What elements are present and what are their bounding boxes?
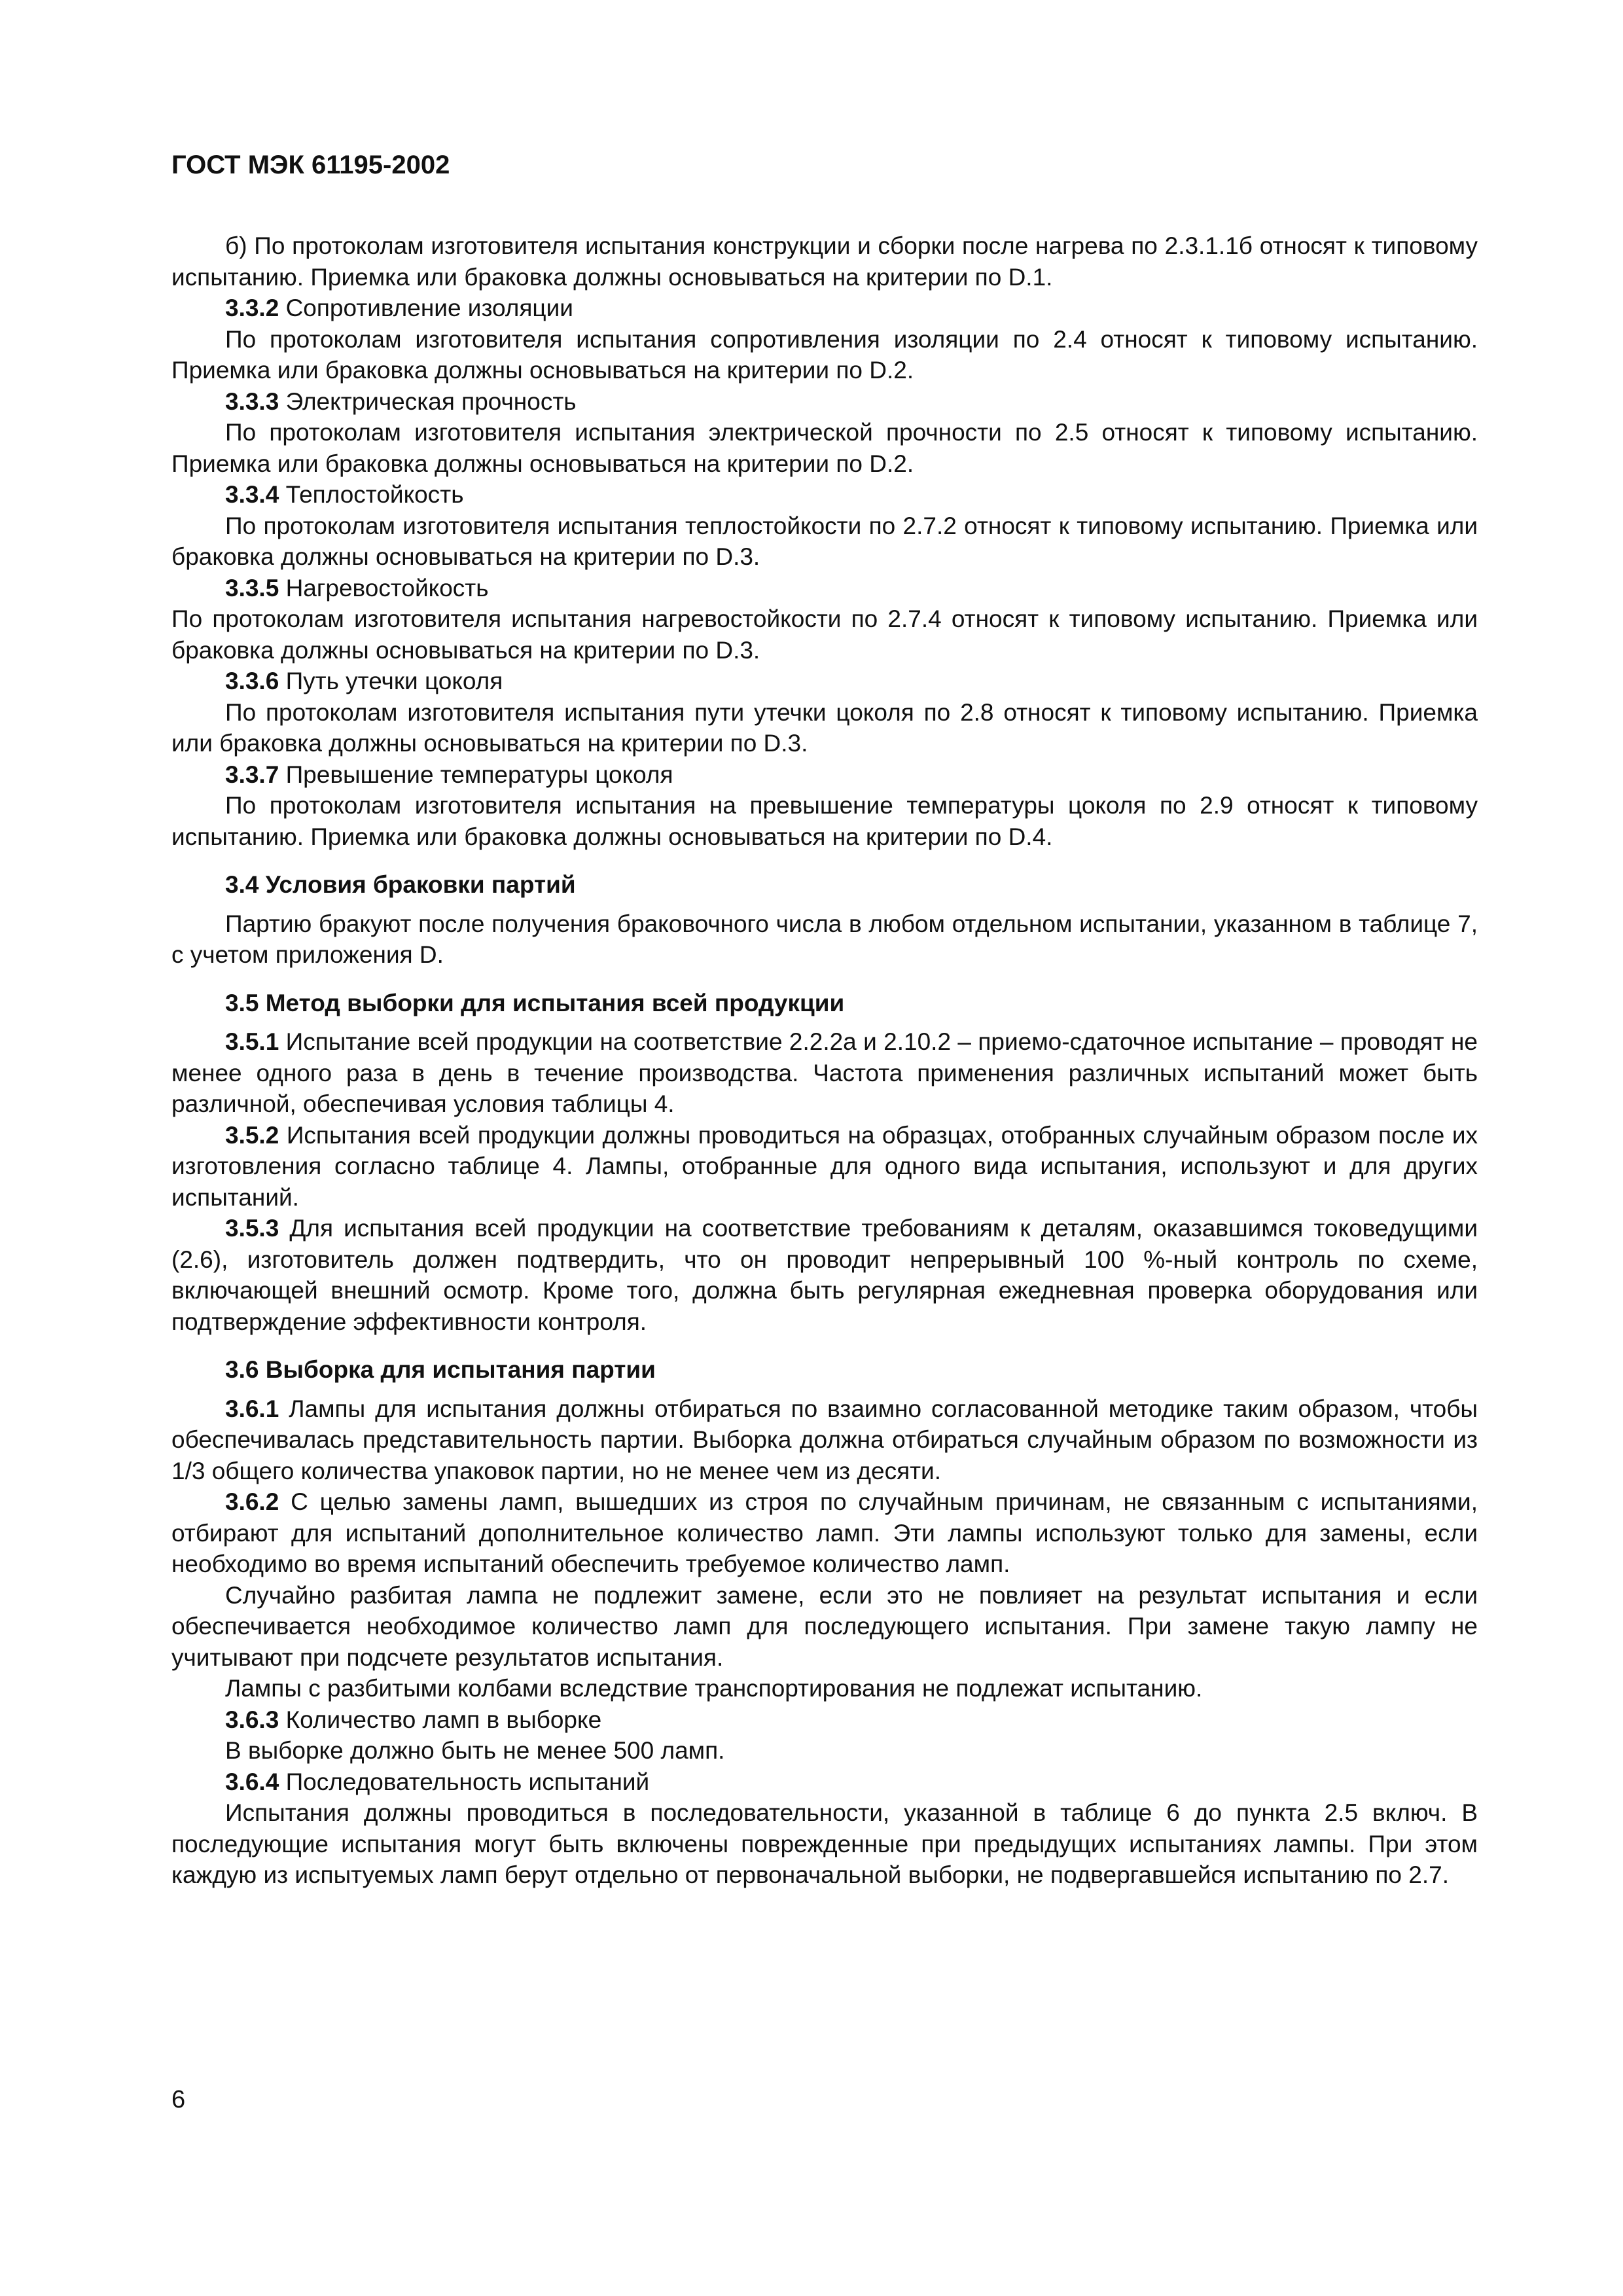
section-heading: 3.6 Выборка для испытания партии [225,1356,656,1383]
paragraph-text: Для испытания всей продукции на соответствие требованиям к деталям, оказавшимся токоведущими (2.6), изготовитель должен подтвердить, что он проводит непрерывный 100 %-ный контроль по схеме, включающей внешний осмотр. Кроме того, должна быть регулярная ежедневная проверка оборудования или подтверждение эффективности контроля. [171,1215,1478,1335]
paragraph-text: Испытание всей продукции на соответствие 2.2.2а и 2.10.2 – приемо-сдаточное испытание – проводят не менее одного раза в день в течение производства. Частота применения различных испытаний может быть различной, обеспечивая условия таблицы 4. [171,1028,1478,1117]
paragraph [171,1213,1478,1337]
paragraph [171,666,1478,697]
paragraph-text: Теплостойкость [279,481,464,508]
paragraph [171,697,1478,759]
page-number: 6 [171,2086,186,2113]
paragraph [171,386,1478,418]
paragraph [171,1393,1478,1487]
paragraph-text: В выборке должно быть не менее 500 ламп. [225,1737,725,1764]
paragraph-text: Испытания всей продукции должны проводиться на образцах, отобранных случайным образом после их изготовления согласно таблице 4. Лампы, отобранные для одного вида испытания, используют и для других испытаний. [171,1121,1478,1211]
paragraph-text: Случайно разбитая лампа не подлежит замене, если это не повлияет на результат испытания и если обеспечивается необходимое количество ламп для последующего испытания. При замене такую лампу не учитывают при подсчете результатов испытания. [171,1581,1478,1671]
section-heading: 3.4 Условия браковки партий [225,871,576,898]
clause-number: 3.6.4 [225,1768,279,1795]
paragraph-text: По протоколам изготовителя испытания электрической прочности по 2.5 относят к типовому испытанию. Приемка или браковка должны основываться на критерии по D.2. [171,419,1478,477]
paragraph [171,1120,1478,1213]
clause-number: 3.3.6 [225,668,279,694]
document-header: ГОСТ МЭК 61195-2002 [171,151,450,179]
paragraph [171,1767,1478,1798]
paragraph [171,324,1478,386]
paragraph-text: Нагревостойкость [279,574,489,601]
paragraph-text: Партию бракуют после получения браковочного числа в любом отдельном испытании, указанном в таблице 7, с учетом приложения D. [171,910,1478,968]
paragraph-text: Электрическая прочность [279,387,577,415]
paragraph [171,759,1478,791]
clause-number: 3.6.1 [225,1395,279,1422]
paragraph [171,908,1478,971]
paragraph-text: По протоколам изготовителя испытания нагревостойкости по 2.7.4 относят к типовому испытанию. Приемка или браковка должны основываться на критерии по D.3. [171,605,1478,664]
paragraph-text: б) По протоколам изготовителя испытания конструкции и сборки после нагрева по 2.3.1.1б относят к типовому испытанию. Приемка или браковка должны основываться на критерии по D.1. [171,232,1478,291]
paragraph [171,1580,1478,1674]
clause-number: 3.5.3 [225,1215,279,1242]
document-page [171,145,1478,2240]
paragraph [171,790,1478,852]
paragraph-text: По протоколам изготовителя испытания теплостойкости по 2.7.2 относят к типовому испытанию. Приемка или браковка должны основываться на критерии по D.3. [171,512,1478,570]
paragraph [171,1673,1478,1704]
clause-number: 3.3.4 [225,481,279,508]
paragraph-text: Превышение температуры цоколя [279,761,673,788]
paragraph [171,417,1478,479]
clause-number: 3.6.2 [225,1488,279,1515]
paragraph [171,1735,1478,1767]
paragraph [171,293,1478,324]
paragraph-text: По протоколам изготовителя испытания на превышение температуры цоколя по 2.9 относят к типовому испытанию. Приемка или браковка должны основываться на критерии по D.4. [171,792,1478,850]
paragraph-text: По протоколам изготовителя испытания сопротивления изоляции по 2.4 относят к типовому испытанию. Приемка или браковка должны основываться на критерии по D.2. [171,325,1478,384]
paragraph-text: По протоколам изготовителя испытания пути утечки цоколя по 2.8 относят к типовому испытанию. Приемка или браковка должны основываться на критерии по D.3. [171,698,1478,757]
paragraph [171,511,1478,573]
paragraph-text: Путь утечки цоколя [279,668,503,694]
paragraph [171,1026,1478,1120]
paragraph-text: Лампы для испытания должны отбираться по взаимно согласованной методике таким образом, чтобы обеспечивалась представительность партии. Выборка должна отбираться случайным образом по возможности из 1/3 общего количества упаковок партии, но не менее чем из десяти. [171,1395,1478,1484]
section-heading: 3.5 Метод выборки для испытания всей продукции [225,989,845,1016]
clause-number: 3.6.3 [225,1706,279,1733]
clause-number: 3.5.2 [225,1121,279,1149]
paragraph-text: Количество ламп в выборке [279,1706,602,1733]
clause-number: 3.3.5 [225,574,279,601]
paragraph-text: Испытания должны проводиться в последовательности, указанной в таблице 6 до пункта 2.5 включ. В последующие испытания могут быть включены поврежденные при предыдущих испытаниях лампы. При этом каждую из испытуемых ламп берут отдельно от первоначальной выборки, не подвергавшейся испытанию по 2.7. [171,1799,1478,1888]
clause-number: 3.3.7 [225,761,279,788]
paragraph-text: С целью замены ламп, вышедших из строя по случайным причинам, не связанным с испытаниями, отбирают для испытаний дополнительное количество ламп. Эти лампы используют только для замены, если необходимо во время испытаний обеспечить требуемое количество ламп. [171,1488,1478,1577]
paragraph [171,479,1478,511]
document-body [171,230,1478,1891]
paragraph [171,1704,1478,1736]
paragraph [171,230,1478,293]
clause-number: 3.3.3 [225,387,279,415]
paragraph [171,1486,1478,1580]
paragraph-text: Лампы с разбитыми колбами вследствие транспортирования не подлежат испытанию. [225,1675,1203,1702]
paragraph-text: Сопротивление изоляции [279,295,573,321]
clause-number: 3.5.1 [225,1028,279,1055]
paragraph-text: Последовательность испытаний [279,1768,650,1795]
paragraph [171,1797,1478,1891]
paragraph [171,603,1478,666]
paragraph [171,573,1478,604]
clause-number: 3.3.2 [225,295,279,321]
